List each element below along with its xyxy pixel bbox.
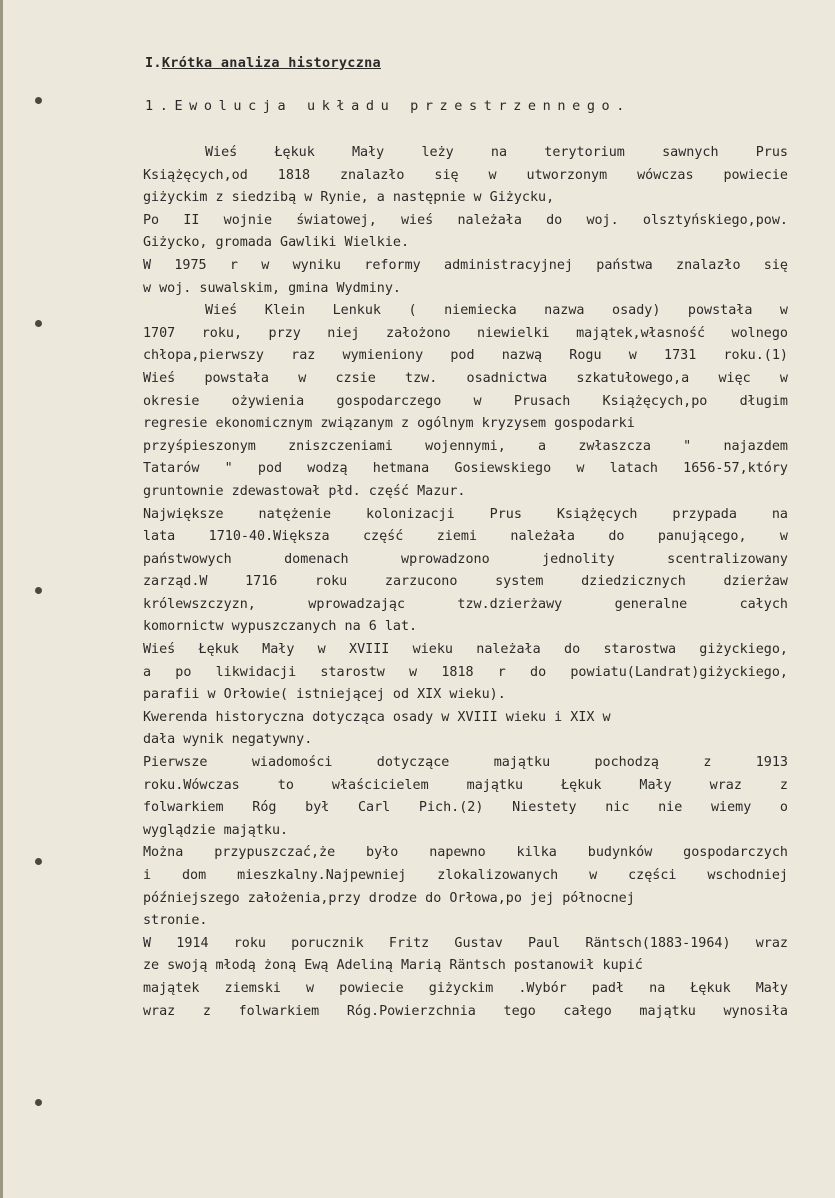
text-line: chłopa,pierwszy raz wymieniony pod nazwą Rogu w 1731 roku.(1) — [143, 348, 788, 364]
text-line: majątek ziemski w powiecie giżyckim .Wybór padł na Łękuk Mały — [143, 980, 788, 996]
text-line: Kwerenda historyczna dotycząca osady w XVIII wieku i XIX w — [143, 709, 611, 725]
text-line: folwarkiem Róg był Carl Pich.(2) Niestety nic nie wiemy o — [143, 800, 788, 816]
text-line: Wieś Łękuk Mały w XVIII wieku należała do starostwa giżyckiego, — [143, 642, 788, 658]
text-line: wyglądzie majątku. — [143, 822, 289, 838]
binding-hole-5 — [35, 1099, 42, 1106]
text-line: Największe natężenie kolonizacji Prus Książęcych przypada na — [143, 506, 788, 522]
text-line: lata 1710-40.Większa część ziemi należała do panującego, w — [143, 529, 788, 545]
text-line: W 1975 r w wyniku reformy administracyjnej państwa znalazło się — [143, 257, 788, 273]
text-line: 1707 roku, przy niej założono niewielki majątek,własność wolnego — [143, 325, 788, 341]
section-heading — [145, 55, 381, 71]
page-edge-shadow — [0, 0, 3, 1198]
text-line: stronie. — [143, 913, 208, 929]
text-line: a po likwidacji starostw w 1818 r do powiatu(Landrat)giżyckiego, — [143, 664, 788, 680]
text-line: Wieś Łękuk Mały leży na terytorium sawnych Prus — [205, 145, 788, 160]
text-line: Książęcych,od 1818 znalazło się w utworzonym wówczas powiecie — [143, 167, 788, 183]
text-line: Wieś powstała w czsie tzw. osadnictwa szkatułowego,a więc w — [143, 370, 788, 386]
text-line: Pierwsze wiadomości dotyczące majątku pochodzą z 1913 — [143, 755, 788, 771]
text-line: i dom mieszkalny.Najpewniej zlokalizowanych w części wschodniej — [143, 868, 788, 883]
text-line: gruntownie zdewastował płd. część Mazur. — [143, 483, 466, 499]
text-line: państwowych domenach wprowadzono jednolity scentralizowany — [143, 551, 788, 567]
text-line: okresie ożywienia gospodarczego w Prusach Książęcych,po długim — [143, 393, 788, 409]
text-line: przyśpieszonym zniszczeniami wojennymi, a zwłaszcza " najazdem — [143, 438, 788, 454]
text-line: ze swoją młodą żoną Ewą Adeliną Marią Räntsch postanowił kupić — [143, 958, 643, 974]
binding-hole-3 — [35, 587, 42, 594]
text-line: Tatarów " pod wodzą hetmana Gosiewskiego w latach 1656-57,który — [143, 461, 788, 477]
text-line: Wieś Klein Lenkuk ( niemiecka nazwa osady) powstała w — [205, 303, 788, 319]
binding-hole-2 — [35, 320, 42, 327]
text-line: zarząd.W 1716 roku zarzucono system dziedzicznych dzierżaw — [143, 574, 788, 590]
text-line: Giżycko, gromada Gawliki Wielkie. — [143, 235, 410, 251]
text-line: parafii w Orłowie( istniejącej od XIX wieku). — [143, 687, 506, 703]
text-line: W 1914 roku porucznik Fritz Gustav Paul Räntsch(1883-1964) wraz — [143, 935, 788, 951]
text-line: komornictw wypuszczanych na 6 lat. — [143, 619, 418, 635]
binding-hole-4 — [35, 858, 42, 865]
text-line: wraz z folwarkiem Róg.Powierzchnia tego całego majątku wynosiła — [143, 1003, 788, 1019]
section-number: I. — [145, 55, 162, 71]
text-line: regresie ekonomicznym związanym z ogólnym kryzysem gospodarki — [143, 416, 635, 432]
text-line: dała wynik negatywny. — [143, 732, 313, 748]
text-line: królewszczyzn, wprowadzając tzw.dzierżawy generalne całych — [143, 596, 788, 612]
text-line: Po II wojnie światowej, wieś należała do woj. olsztyńskiego,pow. — [143, 212, 788, 228]
text-line: roku.Wówczas to właścicielem majątku Łękuk Mały wraz z — [143, 777, 788, 793]
text-line: w woj. suwalskim, gmina Wydminy. — [143, 280, 401, 296]
binding-hole-1 — [35, 97, 42, 104]
subsection-heading: 1.Ewolucja układu przestrzennego. — [145, 98, 632, 114]
text-line: giżyckim z siedzibą w Rynie, a następnie w Giżycku, — [143, 190, 555, 206]
text-line: Można przypuszczać,że było napewno kilka budynków gospodarczych — [143, 845, 788, 861]
section-title: Krótka analiza historyczna — [161, 55, 381, 71]
body-text — [143, 142, 788, 1023]
text-line: późniejszego założenia,przy drodze do Orłowa,po jej północnej — [143, 890, 635, 906]
